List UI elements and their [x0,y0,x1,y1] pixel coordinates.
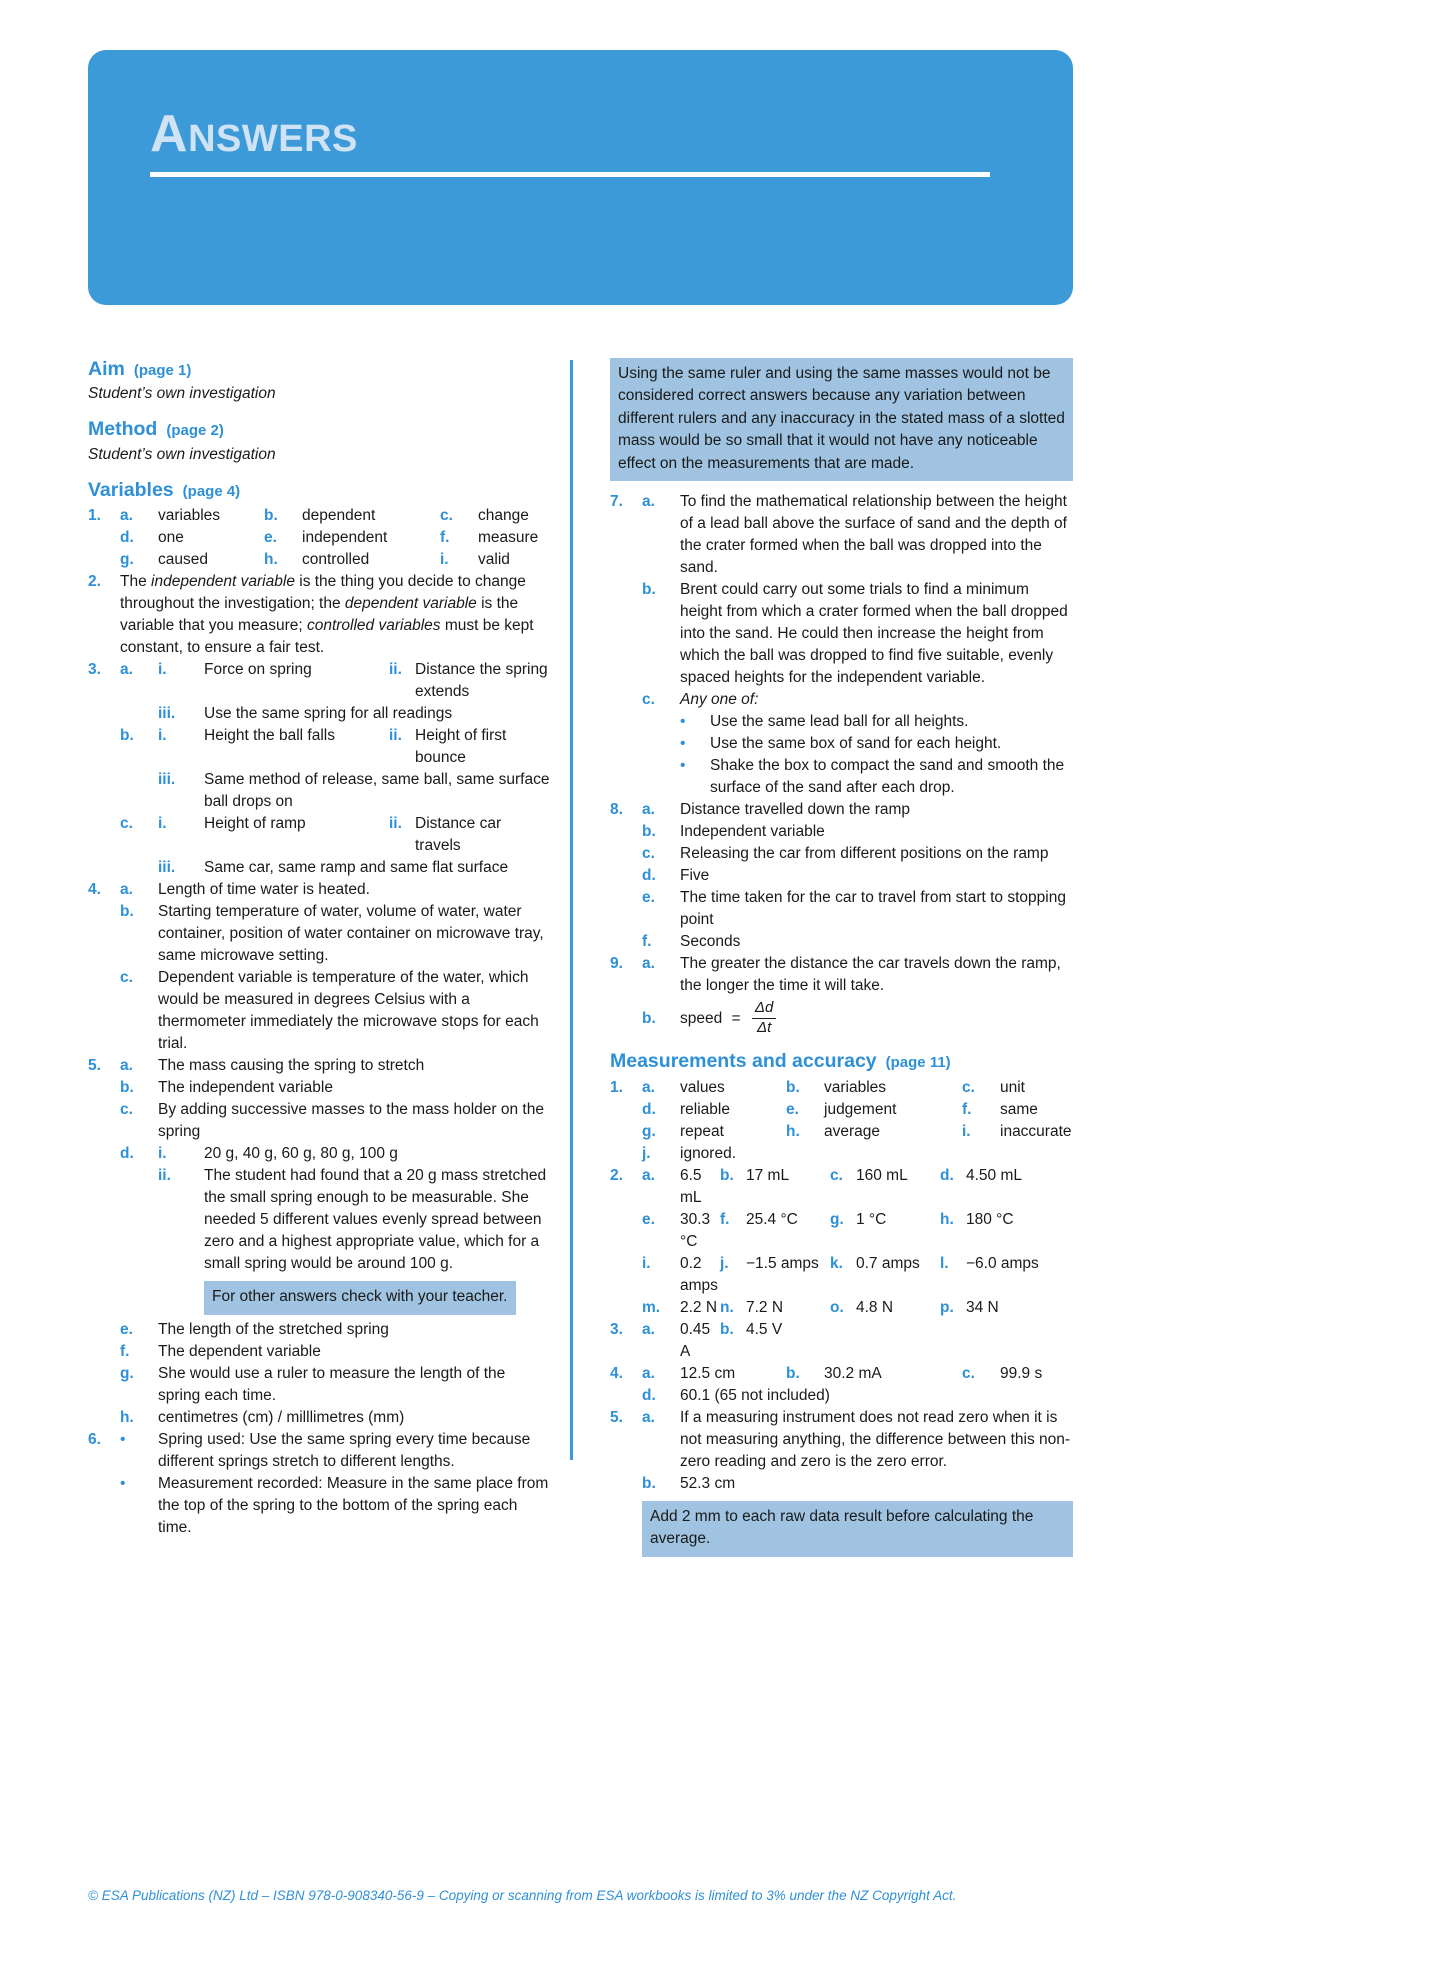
answer-text: Same method of release, same ball, same surface ball drops on [204,771,550,811]
right-column [610,358,1073,1561]
answer-text: 30.2 mA [824,1364,882,1382]
answer-letter: g. [120,551,134,569]
answer-letter: h. [786,1122,800,1140]
answer-text: Distance travelled down the ramp [680,801,911,819]
question-number: 8. [610,801,623,819]
answer-text: unit [1000,1078,1025,1096]
answer-letter: d. [120,1145,134,1163]
answer-text: inaccurate [1000,1122,1072,1140]
answer-letter: e. [786,1100,799,1118]
roman-label: ii. [158,1167,171,1185]
answer-text: Measurement recorded: Measure in the same place from the top of the spring to the bottom of the spring each time. [158,1474,549,1536]
answer-row [88,725,551,769]
answer-letter: e. [264,529,277,547]
question-number: 1. [610,1078,623,1096]
answer-letter: f. [440,529,450,547]
answer-letter: k. [830,1254,843,1272]
answer-text: 12.5 cm [680,1364,736,1382]
answer-letter: f. [962,1100,972,1118]
answer-text: Any one of: [680,691,759,709]
answer-row [610,799,1073,821]
answer-letter: b. [642,823,656,841]
answer-text: Spring used: Use the same spring every time because different springs stretch to different lengths. [158,1430,531,1470]
answer-text: Independent variable [680,823,825,841]
answer-letter: a. [120,507,133,525]
answer-letter: a. [642,955,655,973]
answer-letter: i. [440,551,449,569]
section-title-aim: Aim [88,358,125,380]
section-title-method: Method [88,418,158,441]
answer-letter: b. [720,1320,734,1338]
answer-text: 7.2 N [746,1298,784,1316]
answer-text: −1.5 amps [746,1254,819,1272]
answer-text: Use the same box of sand for each height. [710,735,1002,753]
answer-row [610,1209,1073,1253]
answer-letter: a. [642,493,655,511]
answer-text: same [1000,1100,1038,1118]
question-number-spacer [610,1253,642,1297]
answer-row [610,1099,1073,1121]
answer-row [88,1319,551,1341]
answer-letter: i. [642,1254,651,1272]
answer-row [88,1341,551,1363]
answer-row [88,1407,551,1429]
ruler-note-highlight: Using the same ruler and using the same masses would not be considered correct answers because any variation between different rulers and any inaccuracy in the stated mass of a slotted mass would be so small that it would not have any noticeable effect on the measurements that are made. [610,358,1073,481]
answer-row [610,689,1073,711]
method-note: Student’s own investigation [88,445,276,463]
average-note-highlight: Add 2 mm to each raw data result before calculating the average. [642,1501,1073,1557]
page-title-initial: A [150,105,189,163]
answer-row [88,769,551,813]
answer-row [88,813,551,857]
answer-text: Same car, same ramp and same flat surface [204,859,509,877]
section-page-variables: (page 4) [182,482,241,500]
question-number: 4. [610,1364,623,1382]
answer-text: 52.3 cm [680,1474,736,1492]
answer-text: Use the same lead ball for all heights. [710,713,969,731]
answer-text: 0.2 amps [680,1254,718,1294]
answer-row [88,505,551,527]
answer-letter: a. [642,1408,655,1426]
answer-text: The length of the stretched spring [158,1320,389,1338]
answer-text: Dependent variable is temperature of the water, which would be measured in degrees Celsius with a thermometer immediately the microwave stops for each trial. [158,969,539,1053]
answer-row [610,1121,1073,1143]
answer-row [88,1055,551,1077]
answer-text: dependent [302,507,376,525]
question-number-spacer [610,1121,642,1143]
question-number: 7. [610,493,623,511]
question-number: 1. [88,507,101,525]
answer-letter: g. [120,1364,134,1382]
formula-equals: = [731,1010,741,1028]
question-number: 4. [88,881,101,899]
answer-text: Starting temperature of water, volume of water, water container, position of water container on microwave tray, same microwave setting. [158,903,544,965]
question-number-spacer [610,1099,642,1121]
question-number: 2. [610,1166,623,1184]
page-title-rest: NSWERS [188,118,358,160]
roman-label: i. [158,661,167,679]
answer-text: Use the same spring for all readings [204,705,453,723]
answer-letter: a. [120,881,133,899]
answer-letter: d. [642,867,656,885]
answer-row [88,967,551,1055]
answer-row-formula [610,1001,1073,1037]
answer-text: The independent variable [158,1079,333,1097]
answer-letter: g. [830,1210,844,1228]
answer-text: Distance the spring extends [415,661,548,701]
answer-text: 99.9 s [1000,1364,1043,1382]
formula-fraction [752,1000,776,1036]
answer-row [88,549,551,571]
answer-text: Shake the box to compact the sand and smooth the surface of the sand after each drop. [710,757,1065,797]
answer-row [88,901,551,967]
answer-text: average [824,1122,881,1140]
answer-text: 4.5 V [746,1320,783,1338]
answer-text: 2.2 N [680,1298,718,1316]
answer-text: one [158,529,184,547]
answer-text: Releasing the car from different positions on the ramp [680,845,1049,863]
answer-text: 0.7 amps [856,1254,920,1272]
answer-row [610,579,1073,689]
answer-text: Seconds [680,933,741,951]
answer-letter: m. [642,1298,661,1316]
answer-text: The dependent variable [158,1342,321,1360]
answer-letter: b. [786,1364,800,1382]
bullet-icon: • [680,735,686,753]
answer-row [88,659,551,703]
formula-numerator: Δd [754,999,774,1017]
answer-letter: d. [642,1386,656,1404]
answer-row [88,1363,551,1407]
answer-text: 25.4 °C [746,1210,798,1228]
answer-letter: a. [120,661,133,679]
formula-label: speed [680,1010,723,1028]
question-number-spacer [88,527,120,549]
answer-text: Height of ramp [204,815,306,833]
answer-text: Five [680,867,710,885]
answer-letter: a. [642,1320,655,1338]
answer-row [610,1297,1073,1319]
left-column [88,358,551,1539]
section-title-measurements: Measurements and accuracy [610,1050,877,1073]
answer-letter: o. [830,1298,844,1316]
answer-text: Length of time water is heated. [158,881,370,899]
question-number: 5. [610,1408,623,1426]
bullet-icon: • [680,757,686,775]
answer-letter: c. [120,1101,133,1119]
answer-row [610,1363,1073,1385]
answer-row [610,1319,1073,1363]
roman-label: ii. [389,815,402,833]
answer-letter: n. [720,1298,734,1316]
answer-row [610,1253,1073,1297]
answer-row [88,1429,551,1473]
answer-letter: e. [642,889,655,907]
answer-letter: b. [264,507,278,525]
bullet-icon: • [120,1430,126,1448]
answer-letter: g. [642,1122,656,1140]
bullet-icon: • [680,713,686,731]
answer-text: 4.50 mL [966,1166,1023,1184]
answer-text: caused [158,551,208,569]
answer-text: valid [478,551,510,569]
answer-text: 1 °C [856,1210,887,1228]
answer-text: independent [302,529,388,547]
answer-letter: a. [642,801,655,819]
roman-label: ii. [389,661,402,679]
bullet-icon: • [120,1474,126,1492]
answer-row [610,711,1073,733]
answer-text: 20 g, 40 g, 60 g, 80 g, 100 g [204,1145,398,1163]
answer-row [88,571,551,659]
answer-letter: b. [120,903,134,921]
answer-row [88,527,551,549]
answer-text: values [680,1078,725,1096]
answer-text: Distance car travels [415,815,502,855]
answer-text: Force on spring [204,661,312,679]
answer-letter: d. [120,529,134,547]
question-number: 3. [88,661,101,679]
question-number: 3. [610,1320,623,1338]
speed-formula [680,1001,1073,1037]
roman-label: i. [158,727,167,745]
answer-text: The time taken for the car to travel from start to stopping point [680,889,1066,929]
answer-letter: b. [642,581,656,599]
answer-row [610,491,1073,579]
answer-text: The independent variable is the thing you decide to change throughout the investigation; the dependent variable is the variable that you measure; controlled variables must be kept constant, to ensure a fair test. [120,573,534,657]
section-heading-aim [88,358,551,380]
answer-text: The greater the distance the car travels down the ramp, the longer the time it will take. [680,955,1061,995]
answer-row [610,1077,1073,1099]
answer-letter: i. [962,1122,971,1140]
answer-letter: b. [786,1078,800,1096]
section-page-measurements: (page 11) [885,1054,951,1072]
answer-text: She would use a ruler to measure the length of the spring each time. [158,1364,506,1404]
question-number: 5. [88,1057,101,1075]
answer-text: The student had found that a 20 g mass stretched the small spring enough to be measurable. She needed 5 different values evenly spread between zero and a highest appropriate value, which for a small spring would be around 100 g. [204,1167,547,1273]
question-number-spacer [610,1297,642,1319]
answer-letter: f. [642,933,652,951]
roman-label: ii. [389,727,402,745]
answer-letter: c. [962,1364,975,1382]
roman-label: i. [158,815,167,833]
answer-letter: d. [940,1166,954,1184]
answer-text: −6.0 amps [966,1254,1039,1272]
section-page-aim: (page 1) [133,362,192,379]
answer-letter: e. [642,1210,655,1228]
answer-letter: b. [642,1010,656,1028]
page-title [150,105,358,163]
answer-row [610,1143,1073,1165]
section-page-method: (page 2) [166,422,224,440]
answer-text: If a measuring instrument does not read zero when it is not measuring anything, the difference between this non-zero reading and zero is the zero error. [680,1408,1071,1470]
section-heading-method [88,418,551,440]
answer-text: variables [158,507,221,525]
answer-text: 30.3 °C [680,1210,711,1250]
answer-text: 160 mL [856,1166,908,1184]
answer-row [610,755,1073,799]
answer-text: repeat [680,1122,724,1140]
answer-letter: j. [720,1254,729,1272]
answer-row [88,1165,551,1275]
answer-letter: b. [642,1474,656,1492]
answer-text: The mass causing the spring to stretch [158,1057,425,1075]
answer-letter: c. [642,845,655,863]
answer-text: To find the mathematical relationship between the height of a lead ball above the surface of sand and the depth of the crater formed when the ball was dropped into the sand. [680,493,1067,577]
answers-banner [88,50,1073,305]
answer-letter: h. [120,1408,134,1426]
answer-letter: a. [642,1166,655,1184]
answer-row [88,857,551,879]
answer-row [610,1407,1073,1473]
answer-text: change [478,507,529,525]
roman-label: iii. [158,771,176,789]
answer-text: 0.45 A [680,1320,711,1360]
answer-letter: c. [962,1078,975,1096]
answer-letter: f. [720,1210,730,1228]
answer-row [88,879,551,901]
answer-text: 34 N [966,1298,999,1316]
answer-row [610,865,1073,887]
answer-text: ignored. [680,1144,737,1162]
roman-label: iii. [158,859,176,877]
roman-label: iii. [158,705,176,723]
answer-letter: f. [120,1342,130,1360]
answer-row [88,1099,551,1143]
answer-text: reliable [680,1100,730,1118]
column-divider [570,360,573,1460]
answer-text: By adding successive masses to the mass holder on the spring [158,1101,544,1141]
section-heading-variables [88,479,551,501]
answer-row [610,821,1073,843]
answer-row [610,931,1073,953]
answer-text: 6.5 mL [680,1166,702,1206]
teacher-note-highlight: For other answers check with your teacher. [204,1281,516,1314]
answer-letter: e. [120,1320,133,1338]
question-number-spacer [88,549,120,571]
answer-text: 180 °C [966,1210,1014,1228]
answer-row [610,1165,1073,1209]
answer-text: 60.1 (65 not included) [680,1386,830,1404]
answer-text: controlled [302,551,370,569]
answer-text: 17 mL [746,1166,790,1184]
roman-label: i. [158,1145,167,1163]
aim-note: Student’s own investigation [88,385,276,403]
answer-text: Brent could carry out some trials to find a minimum height from which a crater formed when the ball dropped into the sand. He could then increase the height from which the ball was dropped to find five suitable, evenly spaced heights for the independent variable. [680,581,1068,687]
answer-letter: c. [642,691,655,709]
answer-letter: h. [940,1210,954,1228]
answer-text: Height the ball falls [204,727,335,745]
answer-letter: b. [720,1166,734,1184]
section-heading-measurements [610,1050,1073,1072]
answer-letter: a. [642,1364,655,1382]
answer-row [610,887,1073,931]
answer-row [88,703,551,725]
answer-text: measure [478,529,539,547]
answer-row [610,1473,1073,1495]
answer-letter: c. [120,969,133,987]
banner-divider [150,172,990,177]
answer-text: variables [824,1078,887,1096]
answer-letter: b. [120,727,134,745]
answer-letter: c. [830,1166,843,1184]
answer-letter: p. [940,1298,954,1316]
answer-letter: h. [264,551,278,569]
question-number: 2. [88,573,101,591]
answer-letter: j. [642,1144,651,1162]
answer-letter: a. [642,1078,655,1096]
question-number-spacer [610,1209,642,1253]
answer-text: centimetres (cm) / milllimetres (mm) [158,1408,405,1426]
answer-row [88,1143,551,1165]
answer-row [88,1473,551,1539]
answer-row [610,1385,1073,1407]
answer-letter: a. [120,1057,133,1075]
formula-denominator: Δt [752,1018,776,1037]
answer-text: 4.8 N [856,1298,894,1316]
question-number: 6. [88,1430,101,1448]
answer-letter: l. [940,1254,949,1272]
answer-row [610,953,1073,997]
answer-letter: c. [440,507,453,525]
answer-letter: b. [120,1079,134,1097]
copyright-footer: © ESA Publications (NZ) Ltd – ISBN 978-0-908340-56-9 – Copying or scanning from ESA workbooks is limited to 3% under the NZ Copyright Act. [88,1888,957,1903]
question-number: 9. [610,955,623,973]
answer-text: Height of first bounce [415,727,507,767]
answer-row [610,843,1073,865]
section-title-variables: Variables [88,478,174,501]
answer-text: judgement [824,1100,897,1118]
answer-letter: c. [120,815,133,833]
answer-letter: d. [642,1100,656,1118]
answer-row [610,733,1073,755]
answer-row [88,1077,551,1099]
